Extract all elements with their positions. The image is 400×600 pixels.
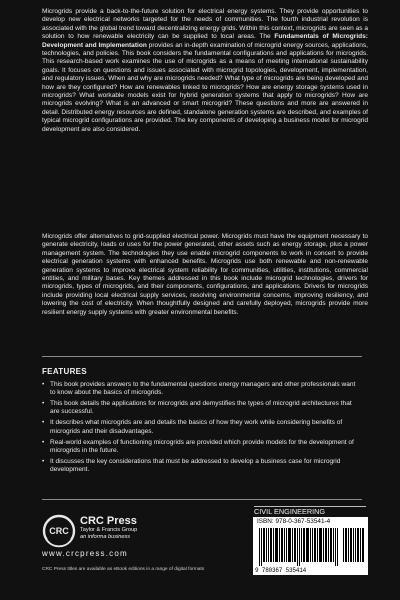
- publisher-group: Taylor & Francis Group: [80, 527, 138, 533]
- publisher-business: an informa business: [80, 534, 131, 540]
- feature-item: • This book provides answers to the fundamental questions energy managers and other professionals want to know about the basics of microgrids.: [42, 381, 362, 398]
- barcode: [253, 517, 368, 575]
- price-barcode-icon: [343, 528, 365, 562]
- isbn-text: ISBN: 978-0-367-53541-4: [257, 518, 331, 525]
- crc-logo-icon: [42, 514, 76, 548]
- divider-top: [42, 356, 362, 357]
- publisher-website[interactable]: www.crcpress.com: [42, 549, 128, 558]
- description-paragraph-1: [42, 8, 368, 134]
- features-list: [42, 381, 362, 477]
- logo-text: CRC: [49, 526, 69, 536]
- feature-item: • This book details the applications for microgrids and demystifies the types of microgrid architectures that are successful.: [42, 400, 362, 417]
- p1-body: provides an in-depth examination of microgrid energy sources, applications, technologies, and policies. This book considers the fundamental configurations and applications for microgrids. This research-based work examines the use of microgrids as a means of meeting international sustainability goals. It focuses on questions and issues associated with microgrid topologies, development, implementation, and regulatory issues. When and why are microgrids needed? What type of microgrids are being developed and how are they configured? How are renewables linked to microgrids? How are energy storage systems used in microgrids? What workable models exist for hybrid generation systems that apply to microgrids? How are microgrids evolving? What is an advanced or smart microgrid? These questions and more are answered in detail. Distributed energy resources are defined, standalone generation systems are described, and examples of typical microgrid configurations are provided. The key components of developing a business model for microgrid development are also considered.: [42, 41, 368, 133]
- barcode-digits: 9 780367 535414: [255, 567, 307, 574]
- description-paragraph-2: Microgrids offer alternatives to grid-supplied electrical power. Microgrids must have the equipment necessary to generate electricity, loads or uses for the power generated, other assets such as energy storage, plus a power management system. The technologies they use enable microgrid components to work in concert to provide electrical generation systems with enhanced benefits. Microgrids use both renewable and non-renewable generation systems to improve electrical system reliability for communities, utilities, institutions, commercial entities, and military bases. Key themes addressed in this book include microgrid technologies, drivers for microgrids, types of microgrids, and their components, configurations, and applications. Drivers for microgrids include providing local electrical supply services, resolving environmental concerns, improving resiliency, and lowering the cost of electricity. When thoughtfully designed and carefully deployed, microgrids provide more resilient energy supply systems with greater environmental benefits.: [42, 233, 368, 316]
- feature-item: • It discusses the key considerations that must be addressed to develop a business case for microgrid development.: [42, 458, 362, 475]
- feature-item: • Real-world examples of functioning microgrids are provided which provide models for the development of microgrids in the future.: [42, 439, 362, 456]
- barcode-bars-icon: [259, 528, 339, 566]
- divider-bottom: [42, 499, 362, 500]
- feature-item: • It describes what microgrids are and details the basics of how they work while considering benefits of microgrids and their disadvantages.: [42, 419, 362, 436]
- features-heading: FEATURES: [42, 367, 87, 376]
- subject-category: CIVIL ENGINEERING: [254, 506, 366, 518]
- publisher-block: [80, 515, 137, 541]
- p1-intro: Microgrids provide a back-to-the-future solution for electrical energy systems. They provide opportunities to develop new electrical networks targeted for the needs of communities. The fourth industrial revolution is associated with the global trend toward decentralizing energy grids. Within this context, microgrids are seen as a solution to how renewable electricity can be supplied to local areas. The: [42, 8, 368, 41]
- ebook-note: CRC Press titles are available as eBook editions in a range of digital formats: [42, 567, 205, 572]
- publisher-name: CRC Press: [80, 515, 137, 527]
- book-title-inline: Fundamentals of Microgrids: Development and Implementation: [42, 33, 368, 49]
